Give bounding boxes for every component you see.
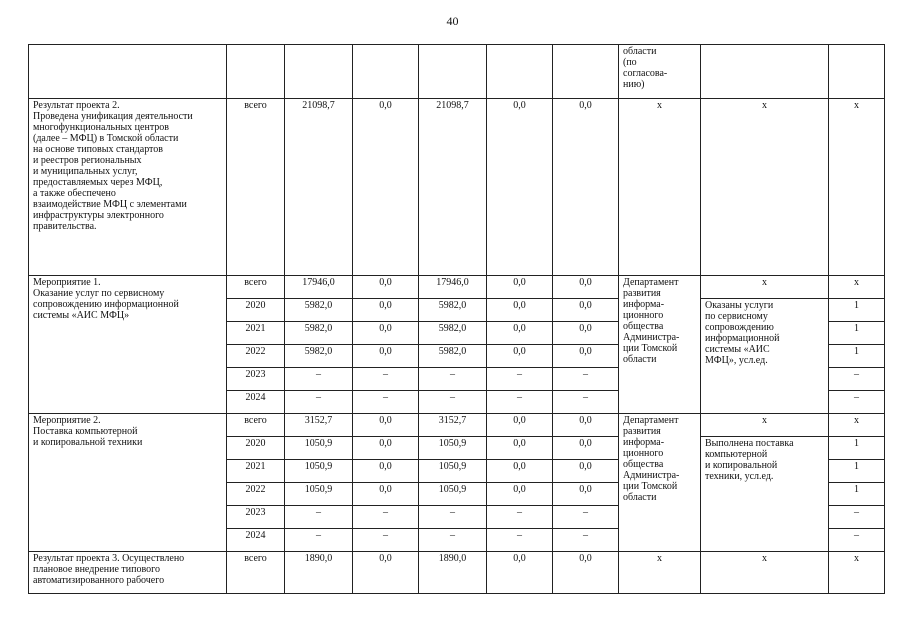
indicator-value: – — [829, 391, 885, 414]
table-cell — [285, 45, 353, 99]
table-cell: 0,0 — [553, 299, 619, 322]
table-cell: 5982,0 — [419, 345, 487, 368]
table-cell: – — [487, 391, 553, 414]
table-cell: 0,0 — [553, 345, 619, 368]
table-cell: 0,0 — [353, 552, 419, 594]
table-cell: 0,0 — [553, 460, 619, 483]
table-cell: 0,0 — [353, 414, 419, 437]
table-cell: 0,0 — [487, 322, 553, 345]
table-cell: 0,0 — [487, 276, 553, 299]
indicator-value: х — [829, 414, 885, 437]
table-cell — [829, 45, 885, 99]
table-cell: х — [619, 552, 701, 594]
table-cell: – — [487, 506, 553, 529]
table-cell: – — [553, 391, 619, 414]
result-3-name: Результат проекта 3. Осуществлено плановое внедрение типового автоматизированного рабочего — [29, 552, 227, 594]
indicator-value: 1 — [829, 483, 885, 506]
table-cell: 0,0 — [353, 483, 419, 506]
table-cell: 1890,0 — [419, 552, 487, 594]
indicator-value: 1 — [829, 345, 885, 368]
table-cell: 5982,0 — [285, 299, 353, 322]
table-cell: – — [353, 391, 419, 414]
table-cell: 1050,9 — [419, 460, 487, 483]
table-cell — [29, 45, 227, 99]
table-cell: 2024 — [227, 529, 285, 552]
table-cell: х — [829, 552, 885, 594]
table-row — [29, 45, 885, 99]
table-cell: 1890,0 — [285, 552, 353, 594]
indicator-cell: х — [701, 276, 829, 299]
table-cell: 2024 — [227, 391, 285, 414]
table-row — [29, 99, 885, 276]
event-1-name: Мероприятие 1. Оказание услуг по сервисному сопровождению информационной системы «АИС МФЦ» — [29, 276, 227, 414]
table-cell: 1050,9 — [419, 437, 487, 460]
indicator-name-cell: Выполнена поставка компьютерной и копировальной техники, усл.ед. — [701, 437, 829, 552]
table-cell: 21098,7 — [285, 99, 353, 276]
table-cell: 2023 — [227, 368, 285, 391]
table-cell: 1050,9 — [285, 460, 353, 483]
table-cell: 0,0 — [553, 437, 619, 460]
table-cell: 0,0 — [487, 552, 553, 594]
table-cell: 1050,9 — [419, 483, 487, 506]
table-cell: х — [829, 99, 885, 276]
table-cell: 2020 — [227, 299, 285, 322]
table-cell: 3152,7 — [285, 414, 353, 437]
indicator-cell: х — [701, 414, 829, 437]
indicator-value: х — [829, 276, 885, 299]
budget-table — [28, 44, 885, 594]
table-cell: 0,0 — [553, 414, 619, 437]
indicator-value: 1 — [829, 460, 885, 483]
table-cell: – — [353, 506, 419, 529]
table-cell: 5982,0 — [419, 322, 487, 345]
table-cell: – — [553, 529, 619, 552]
table-cell: 0,0 — [553, 552, 619, 594]
table-cell: 0,0 — [487, 483, 553, 506]
page-number: 40 — [446, 14, 459, 28]
table-cell: – — [419, 368, 487, 391]
executor-cell: области (по согласова- нию) — [619, 45, 701, 99]
result-2-name: Результат проекта 2. Проведена унификация деятельности многофункциональных центров (далее – МФЦ) в Томской области на основе типовых стандартов и реестров региональных и муниципальных услуг, предоставляемых через МФЦ, а также обеспечено взаимодействие МФЦ с элементами инфраструктуры электронного правительства. — [29, 99, 227, 276]
table-cell: 2020 — [227, 437, 285, 460]
table-cell: 1050,9 — [285, 483, 353, 506]
table-cell: 2021 — [227, 460, 285, 483]
table-cell: – — [553, 368, 619, 391]
event-2-name: Мероприятие 2. Поставка компьютерной и копировальной техники — [29, 414, 227, 552]
table-cell: 0,0 — [487, 99, 553, 276]
indicator-name-cell: Оказаны услуги по сервисному сопровождению информационной системы «АИС МФЦ», усл.ед. — [701, 299, 829, 414]
table-cell — [553, 45, 619, 99]
table-cell: 0,0 — [487, 299, 553, 322]
indicator-value: 1 — [829, 437, 885, 460]
table-cell: 0,0 — [553, 483, 619, 506]
table-cell: 0,0 — [487, 345, 553, 368]
table-cell: 0,0 — [553, 322, 619, 345]
table-cell: – — [285, 368, 353, 391]
table-cell: х — [701, 99, 829, 276]
table-cell: 0,0 — [353, 322, 419, 345]
table-cell: всего — [227, 552, 285, 594]
table-cell: – — [285, 506, 353, 529]
table-cell: всего — [227, 99, 285, 276]
table-cell — [419, 45, 487, 99]
table-cell — [227, 45, 285, 99]
indicator-value: 1 — [829, 322, 885, 345]
table-cell: 0,0 — [353, 99, 419, 276]
table-cell: 2022 — [227, 483, 285, 506]
table-cell: 17946,0 — [285, 276, 353, 299]
indicator-value: 1 — [829, 299, 885, 322]
executor-cell: Департамент развития информа- ционного общества Администра- ции Томской области — [619, 414, 701, 552]
table-cell: 17946,0 — [419, 276, 487, 299]
table-cell: – — [285, 391, 353, 414]
table-cell: – — [353, 529, 419, 552]
table-cell: 0,0 — [353, 437, 419, 460]
table-cell: – — [487, 368, 553, 391]
table-cell: х — [619, 99, 701, 276]
table-cell — [353, 45, 419, 99]
table-cell: – — [353, 368, 419, 391]
table-cell: 5982,0 — [285, 345, 353, 368]
indicator-value: – — [829, 529, 885, 552]
table-cell — [701, 45, 829, 99]
table-cell: – — [487, 529, 553, 552]
table-cell: – — [285, 529, 353, 552]
table-cell: 0,0 — [553, 276, 619, 299]
table-cell: х — [701, 552, 829, 594]
table-cell: 0,0 — [487, 414, 553, 437]
table-cell: 2023 — [227, 506, 285, 529]
indicator-value: – — [829, 506, 885, 529]
table-cell: 21098,7 — [419, 99, 487, 276]
table-cell: 0,0 — [487, 460, 553, 483]
executor-cell: Департамент развития информа- ционного общества Администра- ции Томской области — [619, 276, 701, 414]
table-cell: 2022 — [227, 345, 285, 368]
table-cell: – — [553, 506, 619, 529]
indicator-value: – — [829, 368, 885, 391]
table-row — [29, 414, 885, 437]
table-row — [29, 552, 885, 594]
table-cell — [487, 45, 553, 99]
table-cell: 1050,9 — [285, 437, 353, 460]
table-cell: – — [419, 391, 487, 414]
table-row — [29, 276, 885, 299]
table-cell: – — [419, 529, 487, 552]
table-cell: 5982,0 — [419, 299, 487, 322]
table-cell: 0,0 — [487, 437, 553, 460]
table-cell: всего — [227, 414, 285, 437]
table-cell: 2021 — [227, 322, 285, 345]
table-cell: – — [419, 506, 487, 529]
table-cell: 0,0 — [353, 345, 419, 368]
table-cell: 5982,0 — [285, 322, 353, 345]
table-cell: 0,0 — [353, 276, 419, 299]
table-cell: 0,0 — [353, 460, 419, 483]
table-cell: 0,0 — [353, 299, 419, 322]
table-cell: 0,0 — [553, 99, 619, 276]
table-cell: всего — [227, 276, 285, 299]
table-cell: 3152,7 — [419, 414, 487, 437]
